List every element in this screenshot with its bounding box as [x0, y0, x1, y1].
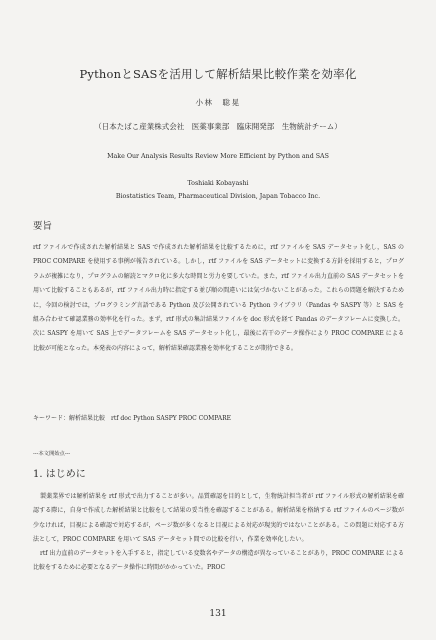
abstract-body [33, 241, 404, 356]
intro-body [33, 490, 404, 576]
author-name-en: Toshiaki Kobayashi [187, 180, 249, 187]
author-name-jp: 小林 聡晃 [195, 98, 241, 107]
page-number: 131 [209, 609, 227, 619]
intro-paragraph-1: 製薬業界では解析結果を rtf 形式で出力することが多い。品質確認を目的として，生物統計担当者が rtf ファイル形式の解析結果を確認する際に，自身で作成した解析結果と比較をして結果の妥当性を確認することがある。解析結果を格納する rtf ファイルのページ数が少なければ，目視による確認で対応するが，ページ数が多くなると目視による対応が現実的ではないことがある。この問題に対応する方法として，PROC COMPARE を用いて SAS データセット間での比較を行い，作業を効率化したい。 [33, 493, 404, 543]
paper-title: PythonとSASを活用して解析結果比較作業を効率化 [79, 67, 357, 81]
abstract-text: rtf ファイルで作成された解析結果と SAS で作成された解析結果を比較するために，rtf ファイルを SAS データセット化し，SAS の PROC COMPARE を使用する事例が報告されている。しかし，rtf ファイルを SAS データセットに変換する方針を採用すると，プログラムが複雑になり，プログラムの解読とマクロ化に多大な時間と労力を要していた。また，rtf ファイル出力直前の SAS データセットを用いて比較することもあるが，rtf ファイル出力時に指定する並び順の間違いには気づかないことがあった。これらの問題を解決するために，今回の検討では，プログラミング言語である Python 及び公開されている Python ライブラリ（Pandas や SASPY 等）と SAS を組み合わせて確認業務の効率化を行った。まず，rtf 形式の集計結果ファイルを doc 形式を経て Pandas のデータフレームに変換した。次に SASPY を用いて SAS 上でデータフレームを SAS データセット化し，最後に若干のデータ操作により PROC COMPARE による比較が可能となった。本発表の内容によって，解析結果確認業務を効率化することが期待できる。 [33, 244, 404, 352]
keywords-line: キーワード：解析結果比較 rtf doc Python SASPY PROC COMPARE [33, 415, 232, 422]
affiliation-en: Biostatistics Team, Pharmaceutical Division, Japan Tobacco Inc. [115, 193, 321, 200]
intro-paragraph-2: rtf 出力直前のデータセットを入手すると，指定している変数名やデータの構造が異なっていることがあり，PROC COMPARE による比較をするために必要となるデータ操作に時間がかかっていた。PROC [33, 550, 404, 572]
abstract-heading: 要旨 [33, 221, 53, 232]
body-start-marker: ---本文開始点--- [33, 451, 71, 457]
paper-title-en: Make Our Analysis Results Review More Efficient by Python and SAS [107, 153, 329, 160]
affiliation-jp: （日本たばこ産業株式会社 医薬事業部 臨床開発部 生物統計チーム） [94, 122, 342, 131]
intro-heading: 1. はじめに [33, 469, 86, 480]
